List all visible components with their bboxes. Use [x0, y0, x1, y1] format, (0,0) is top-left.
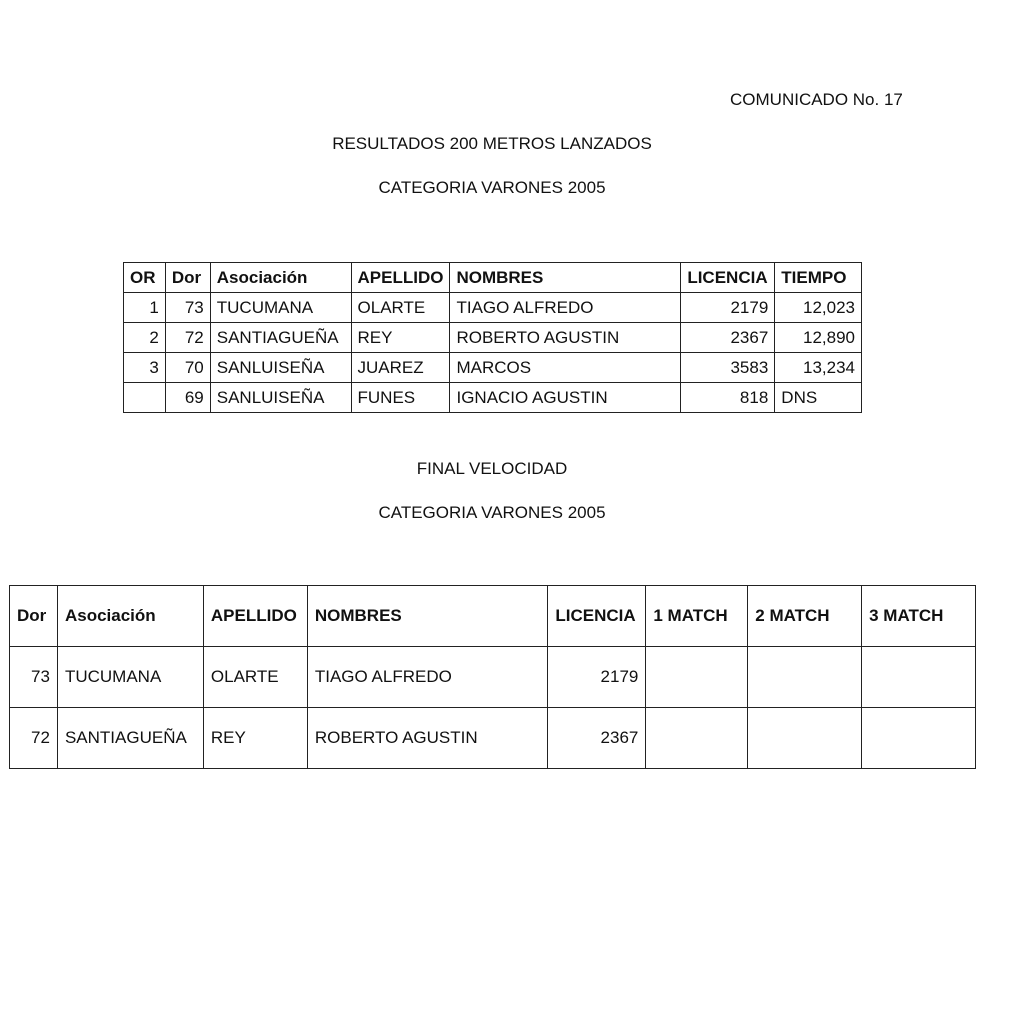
cell-licencia: 3583 [681, 353, 775, 383]
cell-dor: 72 [165, 323, 210, 353]
comunicado-number: COMUNICADO No. 17 [730, 90, 903, 109]
col-header-dor: Dor [10, 586, 58, 647]
cell-dor: 70 [165, 353, 210, 383]
results-title: RESULTADOS 200 METROS LANZADOS [332, 134, 652, 153]
col-header-licencia: LICENCIA [681, 263, 775, 293]
final-table [9, 585, 976, 769]
col-header-licencia: LICENCIA [548, 586, 646, 647]
final-title: FINAL VELOCIDAD [416, 459, 568, 478]
cell-licencia: 2179 [548, 647, 646, 708]
col-header-match-2: 2 MATCH [748, 586, 862, 647]
cell-tiempo: DNS [775, 383, 862, 413]
cell-or: 3 [124, 353, 166, 383]
cell-nombres: ROBERTO AGUSTIN [450, 323, 681, 353]
results-header-row [124, 263, 862, 293]
cell-match-3 [862, 708, 976, 769]
cell-asociacion: SANLUISEÑA [210, 383, 351, 413]
table-row [10, 647, 976, 708]
cell-or: 1 [124, 293, 166, 323]
cell-asociacion: TUCUMANA [57, 647, 203, 708]
cell-match-1 [646, 708, 748, 769]
cell-apellido: REY [351, 323, 450, 353]
cell-apellido: OLARTE [351, 293, 450, 323]
cell-tiempo: 12,023 [775, 293, 862, 323]
cell-match-1 [646, 647, 748, 708]
cell-dor: 73 [165, 293, 210, 323]
table-row [10, 708, 976, 769]
final-category: CATEGORIA VARONES 2005 [378, 503, 606, 522]
col-header-asociacion: Asociación [210, 263, 351, 293]
cell-nombres: ROBERTO AGUSTIN [307, 708, 548, 769]
col-header-nombres: NOMBRES [307, 586, 548, 647]
col-header-nombres: NOMBRES [450, 263, 681, 293]
col-header-apellido: APELLIDO [203, 586, 307, 647]
cell-match-3 [862, 647, 976, 708]
cell-nombres: MARCOS [450, 353, 681, 383]
final-header-row [10, 586, 976, 647]
cell-licencia: 818 [681, 383, 775, 413]
cell-dor: 69 [165, 383, 210, 413]
table-row [124, 323, 862, 353]
cell-asociacion: SANTIAGUEÑA [57, 708, 203, 769]
cell-nombres: TIAGO ALFREDO [450, 293, 681, 323]
cell-tiempo: 13,234 [775, 353, 862, 383]
col-header-dor: Dor [165, 263, 210, 293]
cell-apellido: REY [203, 708, 307, 769]
col-header-tiempo: TIEMPO [775, 263, 862, 293]
cell-apellido: FUNES [351, 383, 450, 413]
results-category: CATEGORIA VARONES 2005 [378, 178, 606, 197]
cell-dor: 72 [10, 708, 58, 769]
cell-nombres: IGNACIO AGUSTIN [450, 383, 681, 413]
cell-tiempo: 12,890 [775, 323, 862, 353]
cell-match-2 [748, 647, 862, 708]
cell-apellido: JUAREZ [351, 353, 450, 383]
cell-or [124, 383, 166, 413]
cell-licencia: 2367 [548, 708, 646, 769]
cell-dor: 73 [10, 647, 58, 708]
col-header-match-3: 3 MATCH [862, 586, 976, 647]
cell-asociacion: SANTIAGUEÑA [210, 323, 351, 353]
cell-apellido: OLARTE [203, 647, 307, 708]
table-row [124, 293, 862, 323]
cell-match-2 [748, 708, 862, 769]
col-header-match-1: 1 MATCH [646, 586, 748, 647]
cell-asociacion: TUCUMANA [210, 293, 351, 323]
cell-licencia: 2179 [681, 293, 775, 323]
col-header-asociacion: Asociación [57, 586, 203, 647]
results-table [123, 262, 862, 413]
cell-or: 2 [124, 323, 166, 353]
cell-asociacion: SANLUISEÑA [210, 353, 351, 383]
cell-nombres: TIAGO ALFREDO [307, 647, 548, 708]
table-row [124, 383, 862, 413]
col-header-apellido: APELLIDO [351, 263, 450, 293]
cell-licencia: 2367 [681, 323, 775, 353]
table-row [124, 353, 862, 383]
col-header-or: OR [124, 263, 166, 293]
